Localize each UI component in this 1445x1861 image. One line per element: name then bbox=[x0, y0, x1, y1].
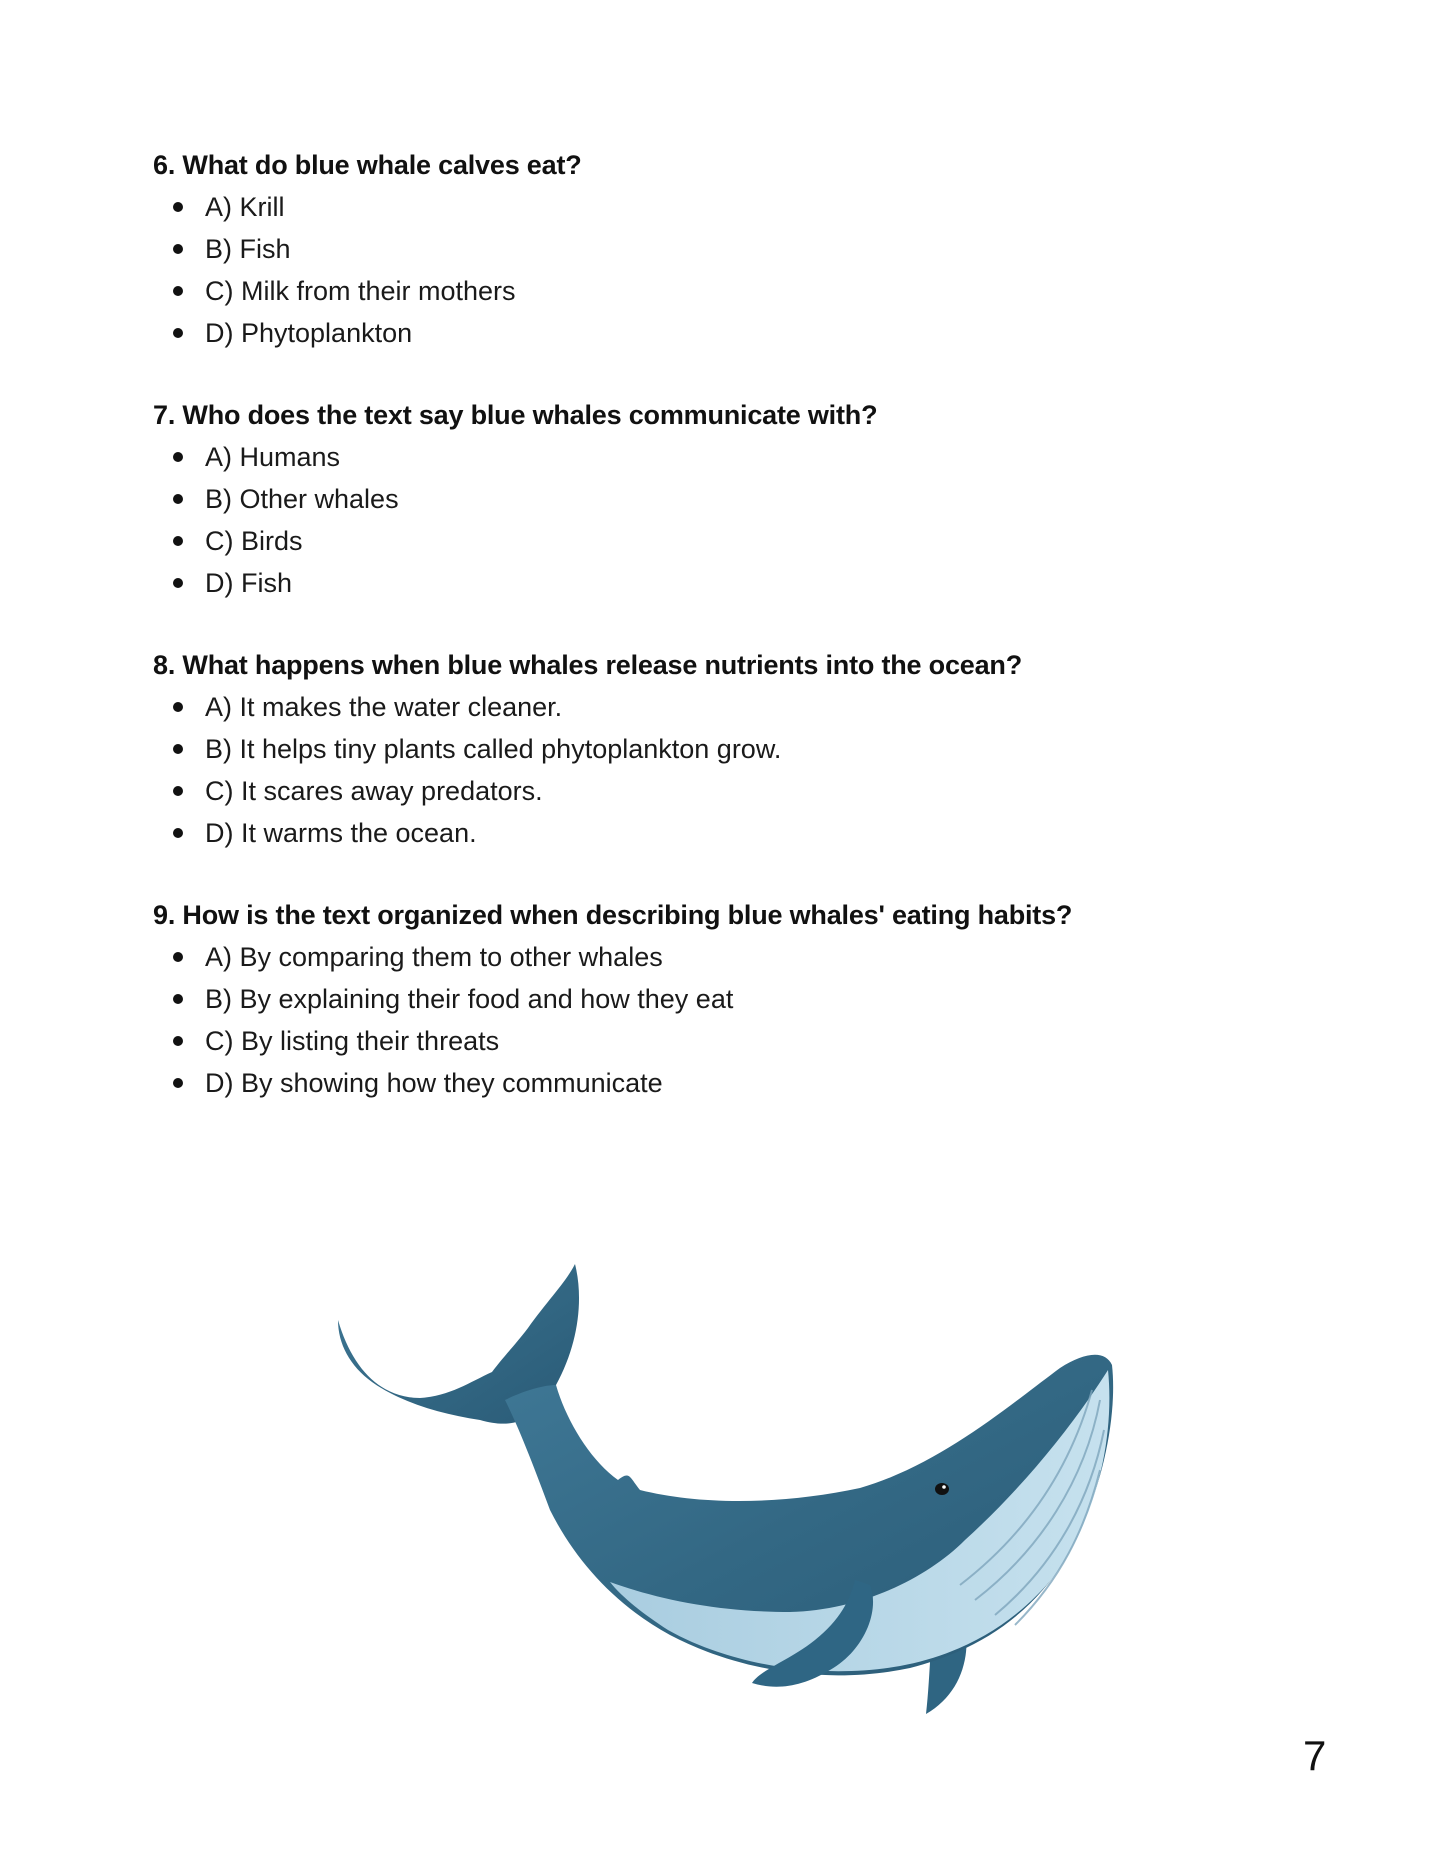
whale-body bbox=[505, 1355, 1113, 1676]
answer-option bbox=[153, 978, 1353, 1020]
option-text: C) Birds bbox=[205, 526, 303, 556]
answer-option bbox=[153, 478, 1353, 520]
whale-tail-fluke bbox=[338, 1264, 579, 1424]
question-title: 6. What do blue whale calves eat? bbox=[153, 150, 582, 180]
answer-options bbox=[153, 686, 1353, 854]
answer-options bbox=[153, 936, 1353, 1104]
option-text: D) By showing how they communicate bbox=[205, 1068, 663, 1098]
bullet-icon bbox=[173, 328, 183, 338]
answer-option bbox=[153, 436, 1353, 478]
option-text: C) Milk from their mothers bbox=[205, 276, 516, 306]
whale-eye-icon bbox=[935, 1483, 949, 1495]
question-7 bbox=[153, 394, 1353, 604]
bullet-icon bbox=[173, 244, 183, 254]
question-6 bbox=[153, 144, 1353, 354]
option-text: A) Krill bbox=[205, 192, 285, 222]
option-text: B) Other whales bbox=[205, 484, 399, 514]
bullet-icon bbox=[173, 786, 183, 796]
bullet-icon bbox=[173, 994, 183, 1004]
question-title: 8. What happens when blue whales release nutrients into the ocean? bbox=[153, 650, 1022, 680]
bullet-icon bbox=[173, 578, 183, 588]
answer-option bbox=[153, 562, 1353, 604]
answer-options bbox=[153, 186, 1353, 354]
answer-option bbox=[153, 812, 1353, 854]
option-text: D) It warms the ocean. bbox=[205, 818, 477, 848]
answer-option bbox=[153, 936, 1353, 978]
bullet-icon bbox=[173, 744, 183, 754]
option-text: C) By listing their threats bbox=[205, 1026, 500, 1056]
option-text: D) Fish bbox=[205, 568, 292, 598]
bullet-icon bbox=[173, 702, 183, 712]
bullet-icon bbox=[173, 1078, 183, 1088]
answer-option bbox=[153, 686, 1353, 728]
whale-belly bbox=[610, 1370, 1109, 1671]
answer-option bbox=[153, 270, 1353, 312]
option-text: A) Humans bbox=[205, 442, 341, 472]
whale-rear-fin bbox=[926, 1600, 967, 1714]
option-text: D) Phytoplankton bbox=[205, 318, 413, 348]
answer-option bbox=[153, 1062, 1353, 1104]
bullet-icon bbox=[173, 494, 183, 504]
answer-options bbox=[153, 436, 1353, 604]
answer-option bbox=[153, 520, 1353, 562]
whale-pectoral-fin bbox=[752, 1580, 873, 1687]
answer-option bbox=[153, 186, 1353, 228]
question-title: 9. How is the text organized when describing blue whales' eating habits? bbox=[153, 900, 1073, 930]
answer-option bbox=[153, 728, 1353, 770]
option-text: A) By comparing them to other whales bbox=[205, 942, 663, 972]
question-9 bbox=[153, 894, 1353, 1104]
question-8 bbox=[153, 644, 1353, 854]
option-text: B) It helps tiny plants called phytoplankton grow. bbox=[205, 734, 782, 764]
page-number: 7 bbox=[1303, 1732, 1327, 1779]
answer-option bbox=[153, 1020, 1353, 1062]
answer-option bbox=[153, 228, 1353, 270]
bullet-icon bbox=[173, 202, 183, 212]
answer-option bbox=[153, 312, 1353, 354]
bullet-icon bbox=[173, 286, 183, 296]
bullet-icon bbox=[173, 952, 183, 962]
option-text: B) Fish bbox=[205, 234, 291, 264]
bullet-icon bbox=[173, 536, 183, 546]
option-text: B) By explaining their food and how they eat bbox=[205, 984, 734, 1014]
answer-option bbox=[153, 770, 1353, 812]
whale-throat-grooves bbox=[960, 1390, 1104, 1625]
option-text: C) It scares away predators. bbox=[205, 776, 543, 806]
question-title: 7. Who does the text say blue whales communicate with? bbox=[153, 400, 878, 430]
bullet-icon bbox=[173, 828, 183, 838]
bullet-icon bbox=[173, 1036, 183, 1046]
option-text: A) It makes the water cleaner. bbox=[205, 692, 563, 722]
bullet-icon bbox=[173, 452, 183, 462]
